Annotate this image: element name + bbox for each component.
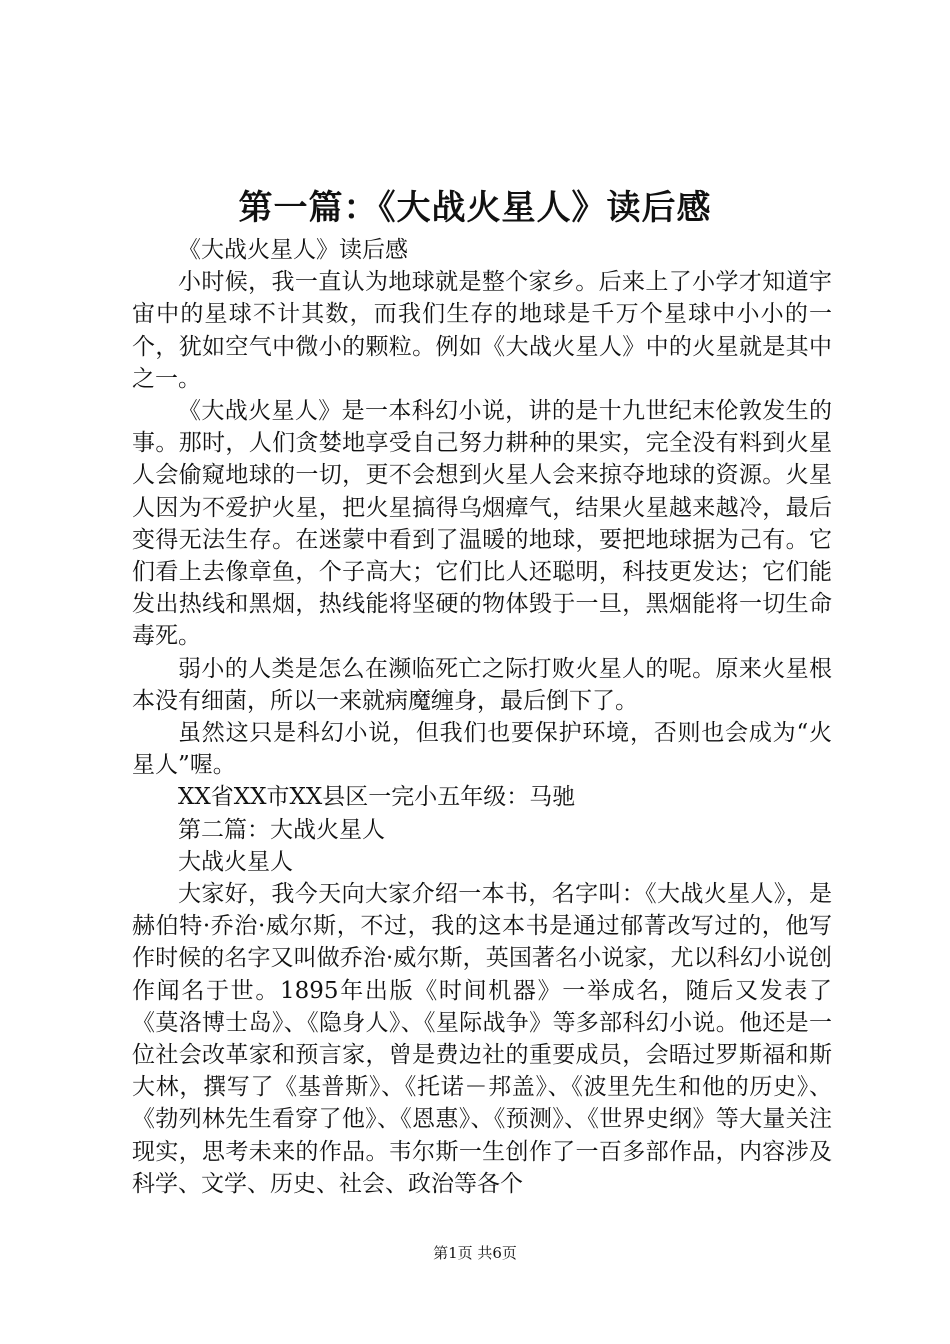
section-heading: 第二篇：大战火星人 — [178, 816, 385, 843]
paragraph: 《大战火星人》是一本科幻小说，讲的是十九世纪末伦敦发生的事。那时，人们贪婪地享受自己努力耕种的果实，完全没有料到火星人会偷窥地球的一切，更不会想到火星人会来掠夺地球的资源。火星人因为不爱护火星，把火星搞得乌烟瘴气，结果火星越来越冷，最后变得无法生存。在迷蒙中看到了温暖的地球，要把地球据为己有。它们看上去像章鱼，个子高大；它们比人还聪明，科技更发达；它们能发出热线和黑烟，热线能将坚硬的物体毁于一旦，黑烟能将一切生命毒死。 — [132, 398, 832, 650]
paragraph-subtitle: 《大战火星人》读后感 — [178, 237, 408, 263]
paragraph: 虽然这只是科幻小说，但我们也要保护环境，否则也会成为“火星人”喔。 — [132, 720, 832, 779]
author-line: XX省XX市XX县区一完小五年级：马驰 — [178, 784, 576, 811]
paragraph: 大家好，我今天向大家介绍一本书，名字叫：《大战火星人》，是赫伯特·乔治·威尔斯，不过，我的这本书是通过郁菁改写过的，他写作时候的名字又叫做乔治·威尔斯，英国著名小说家，尤以科幻小说创作闻名于世。1895年出版《时间机器》一举成名，随后又发表了《莫洛博士岛》、《隐身人》、《星际战争》等多部科幻小说。他还是一位社会改革家和预言家，曾是费边社的重要成员，会晤过罗斯福和斯大林，撰写了《基普斯》、《托诺－邦盖》、《波里先生和他的历史》、《勃列林先生看穿了他》、《恩惠》、《预测》、《世界史纲》等大量关注现实，思考未来的作品。韦尔斯一生创作了一百多部作品，内容涉及科学、文学、历史、社会、政治等各个 — [132, 881, 832, 1197]
page-footer: 第1页 共6页 — [433, 1244, 517, 1262]
paragraph: 弱小的人类是怎么在濒临死亡之际打败火星人的呢。原来火星根本没有细菌，所以一来就病魔缠身，最后倒下了。 — [132, 655, 832, 714]
document-body — [132, 234, 832, 1200]
document-title: 第一篇：《大战火星人》读后感 — [238, 188, 712, 228]
section-subtitle: 大战火星人 — [178, 848, 293, 875]
paragraph: 小时候，我一直认为地球就是整个家乡。后来上了小学才知道宇宙中的星球不计其数，而我们生存的地球是千万个星球中小小的一个，犹如空气中微小的颗粒。例如《大战火星人》中的火星就是其中之一。 — [132, 269, 832, 392]
